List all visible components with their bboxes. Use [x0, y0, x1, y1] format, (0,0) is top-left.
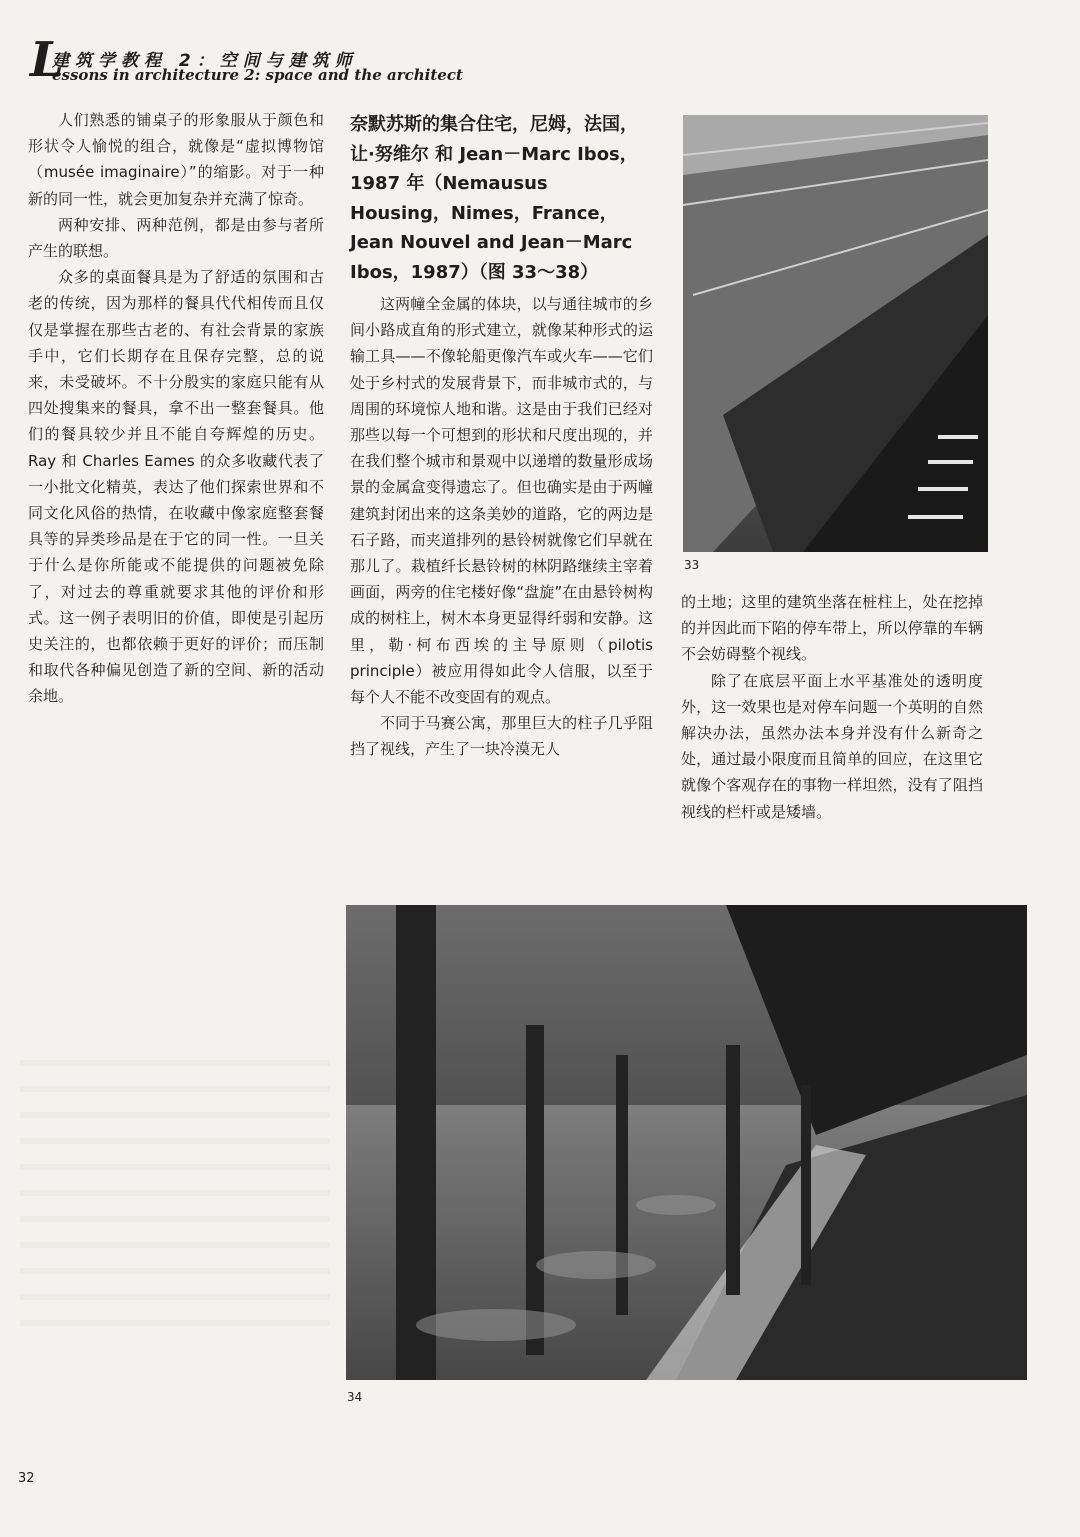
figure-33-caption: 33 — [684, 558, 700, 572]
bleed-through-text — [20, 1040, 330, 1340]
figure-34-photo — [346, 905, 1027, 1380]
paragraph: 众多的桌面餐具是为了舒适的氛围和古老的传统，因为那样的餐具代代相传而且仅仅是掌握在那些古老的、有社会背景的家族手中，它们长期存在且保存完整，总的说来，未受破坏。不十分殷实的家庭只能有从四处搜集来的餐具，拿不出一整套餐具。他们的餐具较少并且不能自夸辉煌的历史。Ray 和 Charles Eames 的众多收藏代表了一小批文化精英，表达了他们探索世界和不同文化风俗的热情，在收藏中像家庭整套餐具等的异类珍品是在于它的同一性。一旦关于什么是你所能或不能提供的问题被免除了，对过去的尊重就要求其他的评价和形式。这一例子表明旧的价值，即使是引起历史关注的，也都依赖于更好的评价；而压制和取代各种偏见创造了新的空间、新的活动余地。 — [28, 268, 324, 706]
paragraph: 这两幢全金属的体块，以与通往城市的乡间小路成直角的形式建立，就像某种形式的运输工具——不像轮船更像汽车或火车——它们处于乡村式的发展背景下，而非城市式的，与周围的环境惊人地和谐。这是由于我们已经对那些以每一个可想到的形状和尺度出现的，并在我们整个城市和景观中以递增的数量形成场景的金属盒变得遗忘了。但也确实是由于两幢建筑封闭出来的这条美妙的道路，它的两边是石子路，而夹道排列的悬铃树就像它们早就在那儿了。栽植纤长悬铃树的林阴路继续主宰着画面，两旁的住宅楼好像“盘旋”在由悬铃树构成的树柱上，树木本身更显得纤弱和安静。这里，勒·柯布西埃的主导原则（pilotis principle）被应用得如此令人信服，以至于每个人不能不改变固有的观点。 — [350, 295, 653, 707]
tree-lined-avenue-image — [346, 905, 1027, 1380]
paragraph: 两种安排、两种范例，都是由参与者所产生的联想。 — [28, 215, 324, 261]
paragraph: 人们熟悉的铺桌子的形象服从于颜色和形状令人愉悦的组合，就像是“虚拟博物馆（musée imaginaire）”的缩影。对于一种新的同一性，就会更加复杂并充满了惊奇。 — [28, 111, 324, 208]
header-title-english: essons in architecture 2: space and the architect — [52, 66, 463, 84]
middle-text-column — [350, 110, 653, 763]
left-text-column — [28, 107, 324, 710]
building-facade-image — [683, 115, 988, 552]
figure-33-photo — [683, 115, 988, 552]
page-number: 32 — [18, 1471, 35, 1486]
paragraph: 的土地；这里的建筑坐落在桩柱上，处在挖掉的并因此而下陷的停车带上，所以停靠的车辆不会妨碍整个视线。 — [681, 593, 983, 664]
header-initial: L — [30, 32, 64, 88]
running-header — [30, 32, 463, 88]
section-heading: 奈默苏斯的集合住宅，尼姆，法国，让·努维尔 和 Jean－Marc Ibos，1987 年（Nemausus Housing，Nimes，France，Jean Nouvel and Jean－Marc Ibos，1987）（图 33～38） — [350, 114, 638, 283]
paragraph: 除了在底层平面上水平基准处的透明度外，这一效果也是对停车问题一个英明的自然解决办法，虽然办法本身并没有什么新奇之处，通过最小限度而且简单的回应，在这里它就像个客观存在的事物一样坦然，没有了阻挡视线的栏杆或是矮墙。 — [681, 671, 983, 821]
paragraph: 不同于马赛公寓，那里巨大的柱子几乎阻挡了视线，产生了一块冷漠无人 — [350, 714, 653, 759]
figure-34-caption: 34 — [347, 1390, 363, 1404]
header-title-chinese: 建筑学教程 2：空间与建筑师 — [52, 51, 358, 71]
right-text-column — [681, 589, 983, 825]
